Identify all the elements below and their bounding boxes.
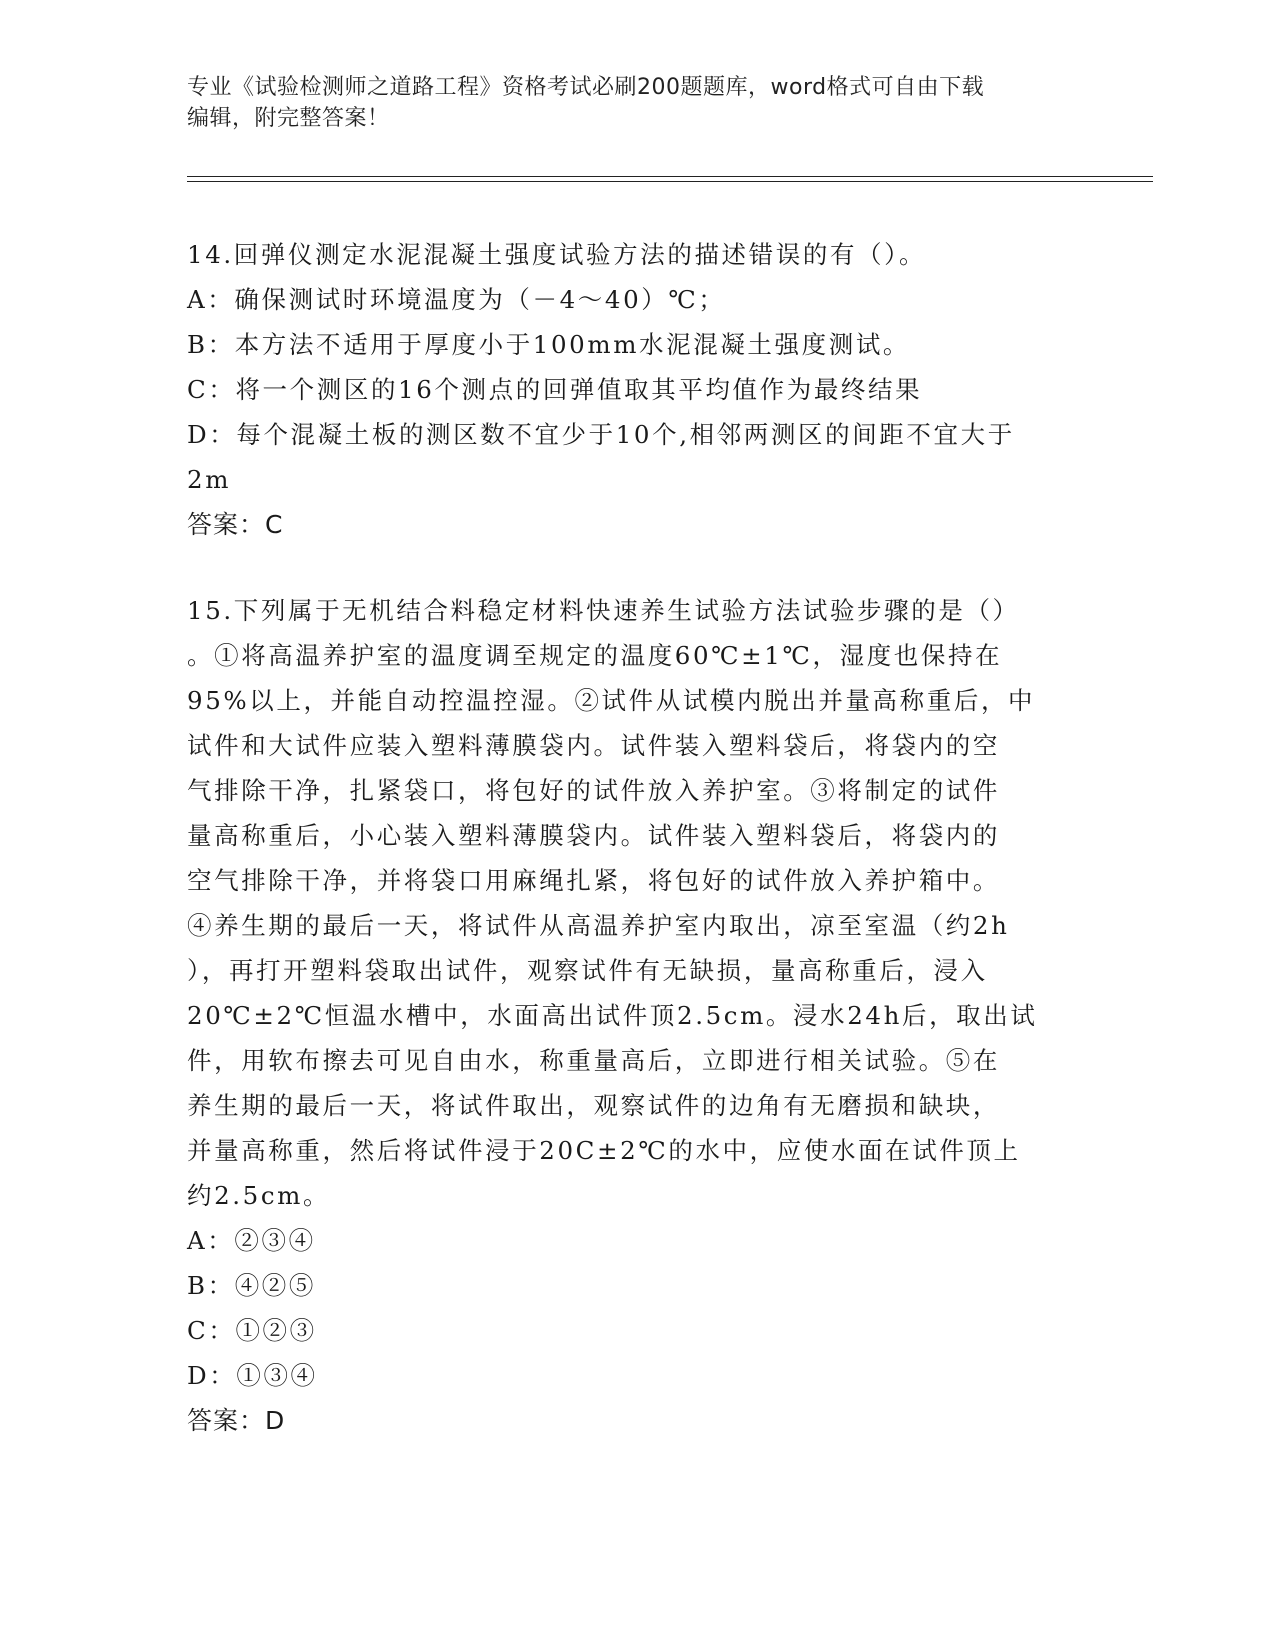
question-stem-line: 量高称重后，小心装入塑料薄膜袋内。试件装入塑料袋后，将袋内的 xyxy=(187,821,1000,850)
question-stem-line: 件，用软布擦去可见自由水，称重量高后，立即进行相关试验。⑤在 xyxy=(187,1046,1000,1075)
question-stem-line: 养生期的最后一天，将试件取出，观察试件的边角有无磨损和缺块， xyxy=(187,1091,1000,1120)
option-a: A：②③④ xyxy=(187,1226,316,1255)
option-d: D：每个混凝土板的测区数不宜少于10个,相邻两测区的间距不宜大于 xyxy=(187,420,1015,449)
question-spacer xyxy=(187,547,1087,588)
question-stem-line: 气排除干净，扎紧袋口，将包好的试件放入养护室。③将制定的试件 xyxy=(187,776,1000,805)
question-stem-line: 15.下列属于无机结合料稳定材料快速养生试验方法试验步骤的是（） xyxy=(187,596,1020,625)
question-stem-line: 20℃±2℃恒温水槽中，水面高出试件顶2.5cm。浸水24h后，取出试 xyxy=(187,1001,1038,1030)
question-15 xyxy=(187,588,1087,1443)
answer-label: 答案：C xyxy=(187,510,284,539)
option-b: B：本方法不适用于厚度小于100mm水泥混凝土强度测试。 xyxy=(187,330,911,359)
answer-label: 答案：D xyxy=(187,1406,286,1435)
question-stem-line: 并量高称重，然后将试件浸于20C±2℃的水中，应使水面在试件顶上 xyxy=(187,1136,1021,1165)
question-stem-line: 空气排除干净，并将袋口用麻绳扎紧，将包好的试件放入养护箱中。 xyxy=(187,866,1000,895)
question-stem-line: 95%以上，并能自动控温控湿。②试件从试模内脱出并量高称重后，中 xyxy=(187,686,1036,715)
header-line-1: 专业《试验检测师之道路工程》资格考试必刷200题题库，word格式可自由下载 xyxy=(187,75,985,100)
header-divider-top xyxy=(187,176,1153,177)
question-stem-line: 。①将高温养护室的温度调至规定的温度60℃±1℃，湿度也保持在 xyxy=(187,641,1003,670)
option-b: B：④②⑤ xyxy=(187,1271,317,1300)
document-header xyxy=(187,72,1067,134)
header-line-2: 编辑，附完整答案！ xyxy=(187,106,390,131)
option-c: C：将一个测区的16个测点的回弹值取其平均值作为最终结果 xyxy=(187,375,923,404)
question-14 xyxy=(187,232,1087,547)
question-stem-line: 14.回弹仪测定水泥混凝土强度试验方法的描述错误的有（）。 xyxy=(187,240,927,269)
option-a: A：确保测试时环境温度为（－4～40）℃； xyxy=(187,285,726,314)
question-stem-line: 试件和大试件应装入塑料薄膜袋内。试件装入塑料袋后，将袋内的空 xyxy=(187,731,1000,760)
option-c: C：①②③ xyxy=(187,1316,317,1345)
option-d: D：①③④ xyxy=(187,1361,318,1390)
option-d-continuation: 2m xyxy=(187,465,232,494)
question-list xyxy=(187,232,1087,1443)
question-stem-line: ④养生期的最后一天，将试件从高温养护室内取出，凉至室温（约2h xyxy=(187,911,1010,940)
header-divider-bottom xyxy=(187,181,1153,182)
question-stem-line: 约2.5cm。 xyxy=(187,1181,331,1210)
question-stem-line: ），再打开塑料袋取出试件，观察试件有无缺损，量高称重后，浸入 xyxy=(187,956,988,985)
